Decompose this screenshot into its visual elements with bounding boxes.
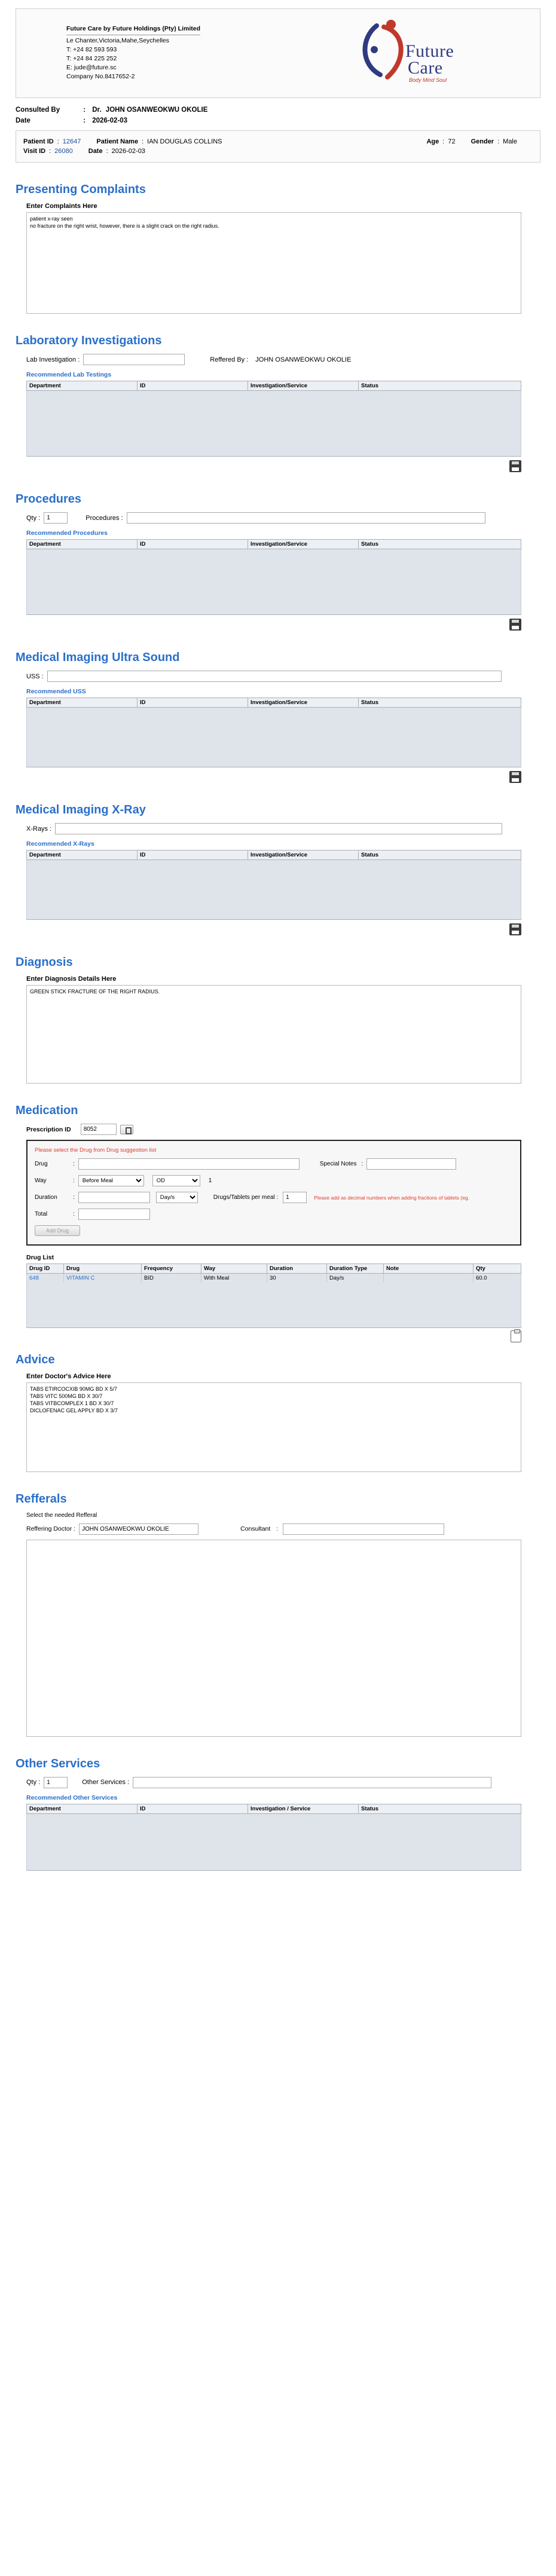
procedures-table	[26, 539, 521, 615]
uss-input[interactable]	[47, 671, 502, 682]
patient-gender-label: Gender	[471, 138, 494, 145]
drug-row-note	[384, 1274, 473, 1283]
printer-icon[interactable]	[509, 771, 521, 783]
drug-row	[35, 1158, 513, 1170]
total-row	[35, 1209, 513, 1220]
consultant-sep: :	[276, 1525, 279, 1532]
lab-results-table	[26, 381, 521, 457]
procedures-qty-input[interactable]	[44, 512, 68, 524]
procedures-field-label: Procedures :	[85, 514, 123, 522]
clinic-company-no: Company No.8417652-2	[66, 73, 135, 81]
uss-col-status: Status	[359, 698, 521, 708]
drug-list-table	[26, 1263, 521, 1328]
consultation-page	[0, 8, 556, 1895]
complaints-sub-label: Enter Complaints Here	[26, 203, 97, 210]
special-notes-label: Special Notes	[319, 1161, 357, 1167]
patient-age-cell	[426, 138, 455, 145]
xray-col-service: Investigation/Service	[248, 850, 359, 860]
recommended-lab-testings-link[interactable]: Recommended Lab Testings	[26, 371, 112, 378]
uss-table-header-row	[27, 698, 521, 708]
patient-info-bar	[16, 130, 540, 163]
other-services-header-row	[27, 1804, 521, 1813]
lab-col-service: Investigation/Service	[248, 381, 359, 391]
drug-label: Drug	[35, 1161, 48, 1167]
presenting-complaints-title: Presenting Complaints	[16, 183, 146, 196]
procedures-table-empty-body	[27, 549, 521, 615]
procedures-col-department: Department	[27, 540, 138, 549]
drug-col-note: Note	[384, 1264, 473, 1274]
referrals-panel[interactable]	[26, 1540, 521, 1737]
medical-imaging-uss-title: Medical Imaging Ultra Sound	[16, 651, 180, 664]
procedures-row	[26, 512, 540, 524]
drug-sep: :	[73, 1161, 75, 1167]
uss-col-service: Investigation/Service	[248, 698, 359, 708]
uss-col-department: Department	[27, 698, 138, 708]
procedures-print-row	[26, 619, 521, 631]
prescription-id-row	[26, 1124, 540, 1135]
drug-col-id: Drug ID	[27, 1264, 64, 1274]
procedures-input[interactable]	[127, 512, 485, 524]
printer-icon[interactable]	[509, 460, 521, 472]
consultant-label: Consultant	[240, 1525, 271, 1532]
referring-doctor-label: Reffering Doctor :	[26, 1525, 76, 1532]
lab-referred-by-value: JOHN OSANWEOKWU OKOLIE	[255, 356, 352, 363]
clinic-name: Future Care by Future Holdings (Pty) Limited	[66, 25, 201, 33]
referrals-sub-label: Select the needed Refferal	[26, 1512, 97, 1519]
add-drug-button[interactable]: Add Drug	[35, 1225, 80, 1236]
drug-col-frequency: Frequency	[142, 1264, 201, 1274]
consulted-by-label: Consulted By	[16, 106, 60, 114]
patient-age-value: 72	[448, 138, 456, 145]
drug-col-qty: Qty	[473, 1264, 521, 1274]
uss-row	[26, 671, 540, 682]
xray-field-label: X-Rays :	[26, 825, 52, 833]
consulted-by-row	[16, 106, 540, 114]
medication-clip-row	[26, 1330, 521, 1342]
other-services-col-service: Investigation / Service	[248, 1804, 359, 1813]
recommended-uss-link[interactable]: Recommended USS	[26, 688, 86, 695]
future-care-logo	[353, 17, 490, 89]
brand-tagline: Body Mind Soul	[409, 77, 447, 83]
consult-date-sep: :	[83, 117, 86, 124]
drug-list-header-row	[27, 1264, 521, 1274]
advice-textarea[interactable]	[26, 1382, 521, 1472]
lab-print-row	[26, 460, 521, 472]
other-services-input[interactable]	[133, 1777, 491, 1788]
lab-table-empty-body	[27, 391, 521, 457]
referrals-title: Refferals	[16, 1492, 67, 1506]
other-services-table	[26, 1804, 521, 1871]
logo-wrap	[311, 17, 531, 89]
lab-col-id: ID	[138, 381, 248, 391]
patient-name-sep: :	[142, 138, 144, 145]
procedures-title: Procedures	[16, 492, 82, 506]
visit-id-sep: :	[49, 148, 51, 155]
total-sep: :	[73, 1211, 75, 1217]
recommended-procedures-link[interactable]: Recommended Procedures	[26, 530, 108, 537]
xray-print-row	[26, 923, 521, 935]
xray-col-id: ID	[138, 850, 248, 860]
drug-input[interactable]	[78, 1158, 300, 1170]
table-row[interactable]	[27, 1274, 521, 1283]
xray-table	[26, 850, 521, 920]
patient-name-cell	[96, 138, 222, 145]
clinic-info	[25, 25, 311, 81]
visit-date-sep: :	[106, 148, 108, 155]
patient-name-value: IAN DOUGLAS COLLINS	[147, 138, 222, 145]
visit-date-value: 2026-02-03	[111, 148, 145, 155]
total-input[interactable]	[78, 1209, 150, 1220]
brand-line-2: Care	[408, 58, 443, 78]
medication-title: Medication	[16, 1104, 78, 1117]
visit-id-label: Visit ID	[23, 148, 46, 155]
clinic-email: E: jude@future.sc	[66, 64, 117, 72]
drug-row-duration: 30	[267, 1274, 327, 1283]
way-row	[35, 1175, 513, 1186]
xray-table-header-row	[27, 850, 521, 860]
drug-row-frequency: BID	[142, 1274, 201, 1283]
lab-col-department: Department	[27, 381, 138, 391]
recommended-other-services-link[interactable]: Recommended Other Services	[26, 1794, 118, 1801]
procedures-col-service: Investigation/Service	[248, 540, 359, 549]
advice-title: Advice	[16, 1353, 55, 1366]
clinic-phone-2: T: +24 84 225 252	[66, 55, 117, 62]
decimal-note: Please add as decimal numbers when adding fractions of tablets (eg.	[314, 1194, 470, 1201]
drug-row-duration-type: Day/s	[327, 1274, 384, 1283]
patient-gender-cell	[471, 138, 517, 145]
prescription-id-label: Prescription ID	[26, 1125, 71, 1133]
lab-table-header-row	[27, 381, 521, 391]
uss-print-row	[26, 771, 521, 783]
lab-investigation-row	[26, 354, 540, 365]
printer-icon[interactable]	[509, 619, 521, 631]
patient-id-sep: :	[57, 138, 59, 145]
drug-col-duration-type: Duration Type	[327, 1264, 384, 1274]
other-services-row	[26, 1777, 540, 1788]
diagnosis-title: Diagnosis	[16, 956, 73, 969]
lab-col-status: Status	[359, 381, 521, 391]
drug-row-name: VITAMIN C	[64, 1274, 142, 1283]
drug-col-drug: Drug	[64, 1264, 142, 1274]
special-notes-input[interactable]	[366, 1158, 456, 1170]
consult-date-value: 2026-02-03	[92, 117, 128, 124]
other-services-field-label: Other Services :	[82, 1779, 130, 1786]
uss-field-label: USS :	[26, 672, 44, 680]
lock-icon[interactable]	[120, 1125, 133, 1134]
uss-col-id: ID	[138, 698, 248, 708]
diagnosis-sub-label: Enter Diagnosis Details Here	[26, 975, 117, 983]
clipboard-icon[interactable]	[511, 1330, 521, 1342]
way-sep: :	[73, 1177, 75, 1184]
other-services-title: Other Services	[16, 1757, 100, 1770]
xray-row	[26, 823, 540, 834]
xray-col-department: Department	[27, 850, 138, 860]
patient-id-cell	[23, 138, 81, 145]
lab-investigation-input[interactable]	[83, 354, 185, 365]
drug-col-duration: Duration	[267, 1264, 327, 1274]
duration-label: Duration	[35, 1194, 57, 1201]
consultant-input[interactable]	[283, 1523, 444, 1535]
procedures-col-status: Status	[359, 540, 521, 549]
other-services-col-id: ID	[138, 1804, 248, 1813]
brand-line-1: Future	[405, 41, 454, 61]
frequency-select[interactable]	[152, 1175, 200, 1186]
consult-date-label: Date	[16, 117, 30, 124]
drugs-per-meal-input[interactable]	[283, 1192, 307, 1203]
other-services-qty-input[interactable]	[44, 1777, 68, 1788]
lab-referred-by-label: Reffered By :	[210, 356, 249, 363]
way-select[interactable]	[78, 1175, 144, 1186]
drug-list-label: Drug List	[26, 1254, 54, 1261]
way-label: Way	[35, 1177, 47, 1184]
patient-age-label: Age	[426, 138, 439, 145]
total-label: Total	[35, 1211, 48, 1217]
uss-table-empty-body	[27, 708, 521, 767]
consult-date-row	[16, 117, 540, 124]
duration-type-select[interactable]	[156, 1192, 198, 1203]
clinic-phone-1: T: +24 82 593 593	[66, 45, 117, 53]
diagnosis-textarea[interactable]	[26, 985, 521, 1084]
visit-id-value: 26080	[54, 148, 73, 155]
referring-doctor-row	[26, 1523, 540, 1535]
drug-row-id: 648	[27, 1274, 64, 1283]
referring-doctor-input[interactable]	[79, 1523, 198, 1535]
xray-table-empty-body	[27, 860, 521, 920]
xray-col-status: Status	[359, 850, 521, 860]
duration-input[interactable]	[78, 1192, 150, 1203]
other-services-col-department: Department	[27, 1804, 138, 1813]
other-services-empty-body	[27, 1813, 521, 1870]
drugs-per-meal-label: Drugs/Tablets per meal :	[213, 1194, 279, 1201]
uss-table	[26, 697, 521, 767]
drug-row-qty: 60.0	[473, 1274, 521, 1283]
visit-date-label: Date	[88, 148, 103, 155]
patient-gender-sep: :	[497, 138, 500, 145]
duration-sep: :	[73, 1194, 75, 1201]
visit-date-cell	[88, 148, 145, 155]
visit-id-cell	[23, 148, 73, 155]
laboratory-investigations-title: Laboratory Investigations	[16, 334, 162, 347]
drug-list-empty-body	[27, 1283, 521, 1327]
patient-gender-value: Male	[503, 138, 517, 145]
patient-age-sep: :	[442, 138, 445, 145]
other-services-qty-label: Qty :	[26, 1779, 41, 1786]
consulted-by-sep: :	[83, 106, 86, 114]
printer-icon[interactable]	[509, 923, 521, 935]
drug-col-way: Way	[201, 1264, 267, 1274]
consulted-by-doctor: JOHN OSANWEOKWU OKOLIE	[105, 106, 208, 114]
special-notes-sep: :	[361, 1161, 363, 1167]
prescription-id-input[interactable]	[81, 1124, 117, 1135]
recommended-xrays-link[interactable]: Recommended X-Rays	[26, 840, 94, 848]
medical-imaging-xray-title: Medical Imaging X-Ray	[16, 803, 146, 816]
duration-row	[35, 1192, 513, 1203]
complaints-textarea[interactable]	[26, 212, 521, 314]
procedures-table-header-row	[27, 540, 521, 549]
drug-row-way: With Meal	[201, 1274, 267, 1283]
lab-investigation-label: Lab Investigation :	[26, 356, 80, 363]
drug-selection-warning: Please select the Drug from Drug suggestion list	[35, 1147, 157, 1154]
patient-info-row-2	[23, 148, 533, 155]
advice-sub-label: Enter Doctor's Advice Here	[26, 1372, 111, 1380]
other-services-col-status: Status	[359, 1804, 521, 1813]
procedures-col-id: ID	[138, 540, 248, 549]
procedures-qty-label: Qty :	[26, 514, 41, 522]
consulted-by-prefix: Dr.	[92, 106, 102, 114]
patient-id-value: 12647	[62, 138, 81, 145]
clinic-header	[16, 8, 540, 98]
patient-id-label: Patient ID	[23, 138, 54, 145]
patient-name-label: Patient Name	[96, 138, 139, 145]
clinic-address: Le Chanter,Victoria,Mahe,Seychelles	[66, 36, 169, 44]
way-qty-value: 1	[208, 1177, 212, 1184]
patient-info-row-1	[23, 138, 533, 145]
medication-entry-panel	[26, 1140, 521, 1246]
xray-input[interactable]	[55, 823, 502, 834]
